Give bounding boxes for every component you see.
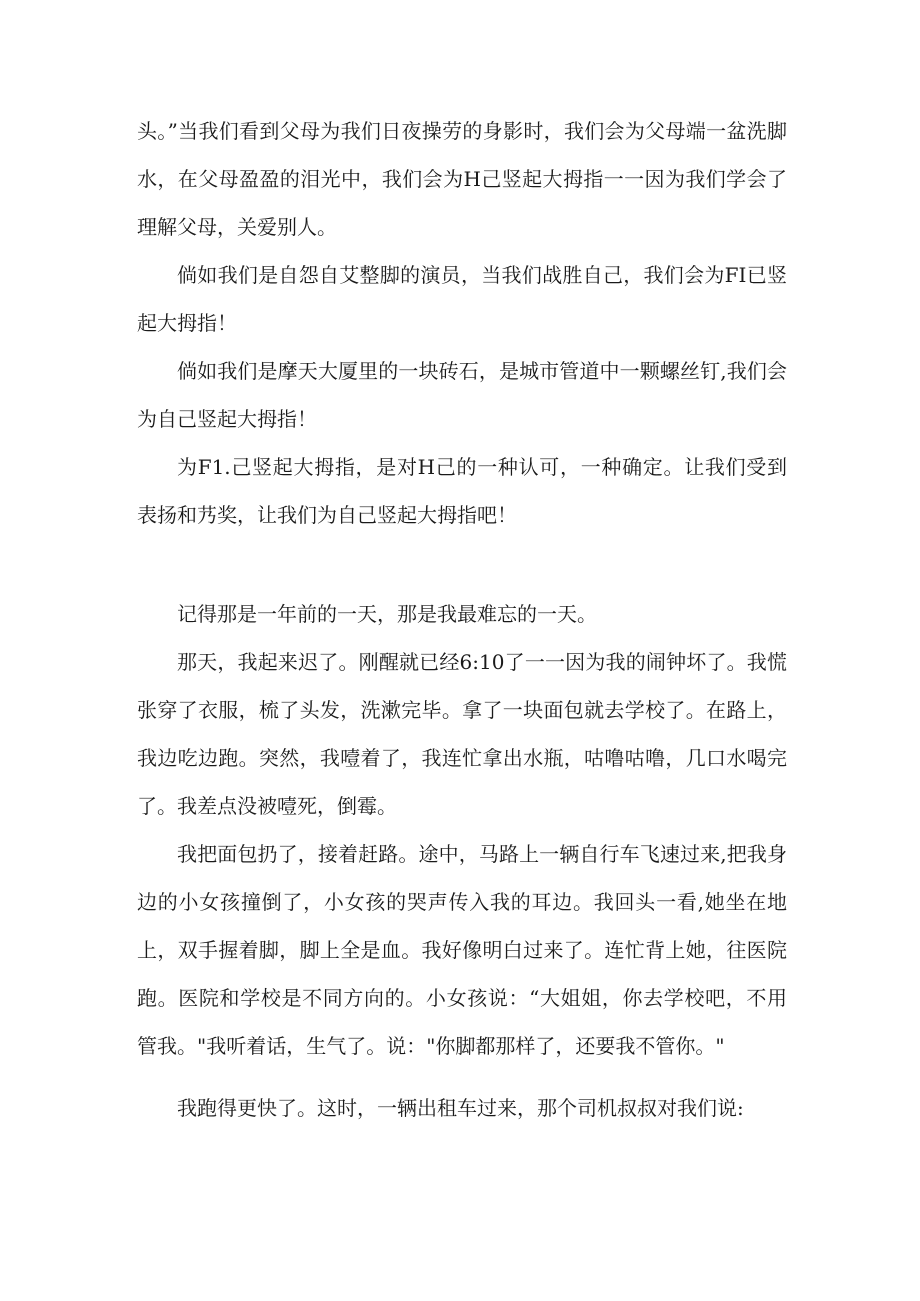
paragraph-6: 那天，我起来迟了。刚醒就已经6:10了一一因为我的闹钟坏了。我慌张穿了衣服，梳了头发，洗漱完毕。拿了一块面包就去学校了。在路上，我边吃边跑。突然，我噎着了，我连忙拿出水瓶，咕噜咕噜，几口水喝完了。我差点没被噎死，倒霉。 (137, 650, 787, 818)
paragraph-5: 记得那是一年前的一天，那是我最难忘的一天。 (177, 602, 597, 626)
paragraph-3: 倘如我们是摩天大厦里的一块砖石，是城市管道中一颗螺丝钉,我们会为自己竖起大拇指！ (137, 359, 787, 431)
paragraph-8: 我跑得更快了。这时，一辆出租车过来，那个司机叔叔对我们说: (177, 1096, 744, 1120)
paragraph-7: 我把面包扔了，接着赶路。途中，马路上一辆自行车飞速过来,把我身边的小女孩撞倒了，小女孩的哭声传入我的耳边。我回头一看,她坐在地上，双手握着脚，脚上全是血。我好像明白过来了。连忙背上她，往医院跑。医院和学校是不同方向的。小女孩说：“大姐姐，你去学校吧，不用管我。"我听着话，生气了。说："你脚都那样了，还要我不管你。" (137, 842, 787, 1058)
paragraph-2: 倘如我们是自怨自艾整脚的演员，当我们战胜自己，我们会为FI已竖起大拇指！ (137, 263, 787, 335)
paragraph-1: 头。”当我们看到父母为我们日夜操劳的身影时，我们会为父母端一盆洗脚水，在父母盈盈的泪光中，我们会为H己竖起大拇指一一因为我们学会了理解父母，关爱别人。 (137, 119, 787, 239)
paragraph-4: 为F1.己竖起大拇指，是对H己的一种认可，一种确定。让我们受到表扬和艿奖，让我们为自己竖起大拇指吧！ (137, 455, 787, 527)
